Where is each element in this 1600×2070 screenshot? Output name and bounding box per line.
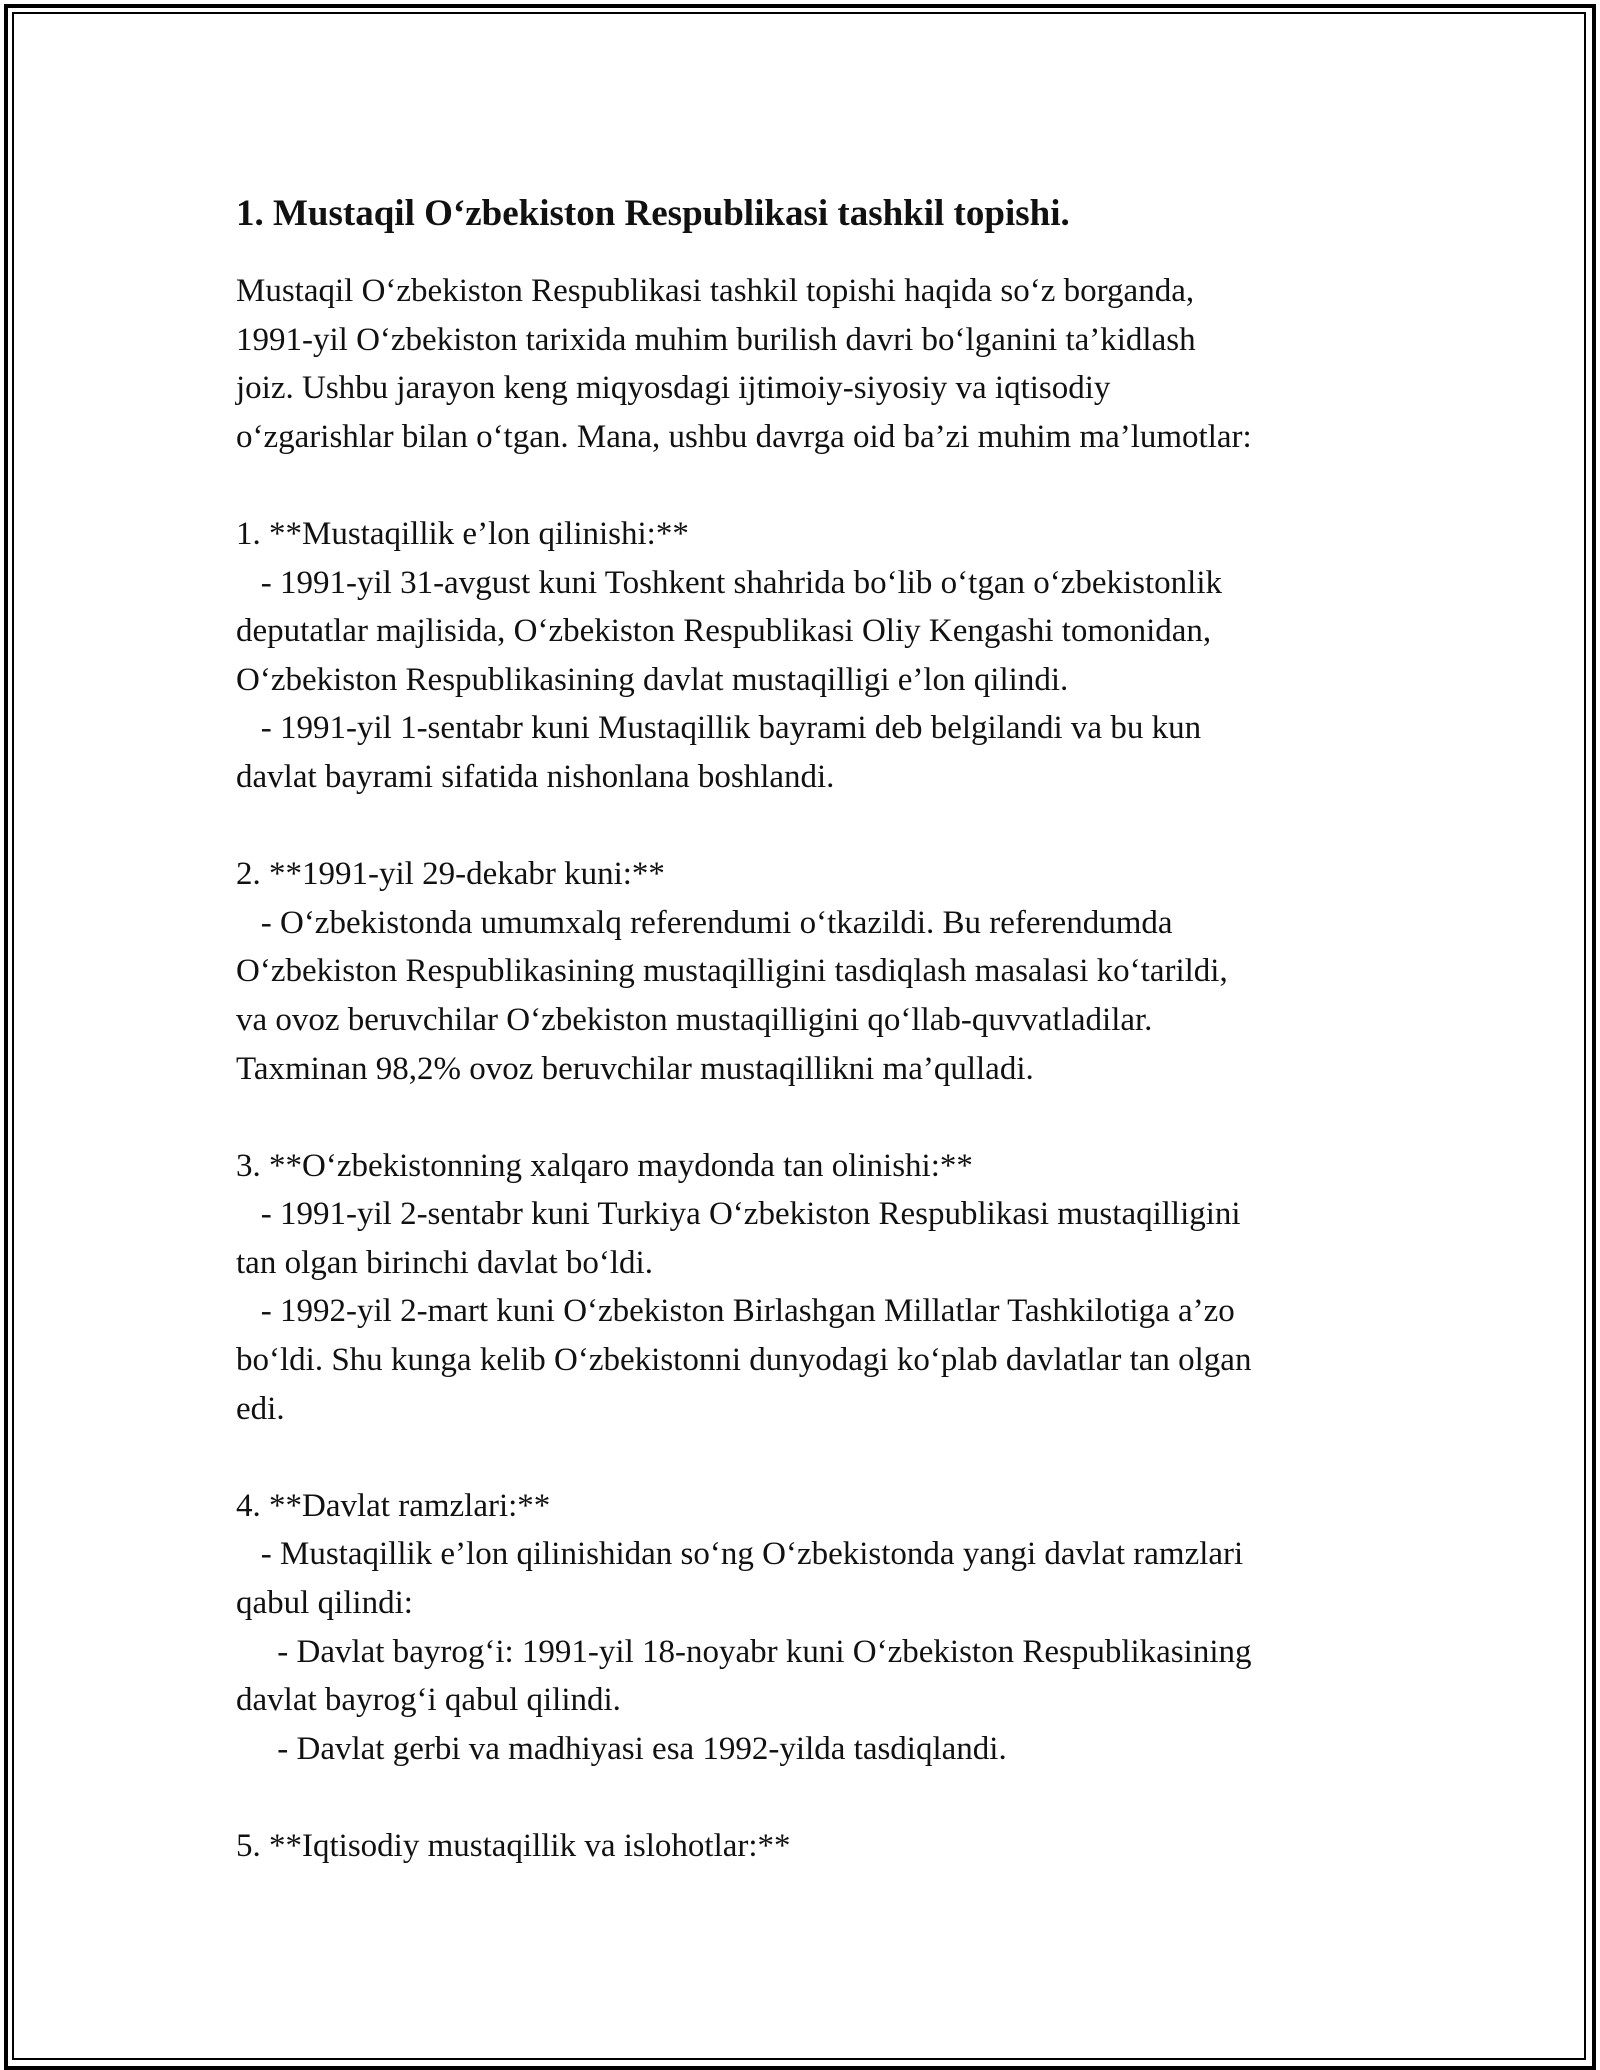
- text-line: - 1992-yil 2-mart kuni O‘zbekiston Birlashgan Millatlar Tashkilotiga a’zo: [236, 1293, 1235, 1330]
- text-line: 1. **Mustaqillik e’lon qilinishi:**: [236, 515, 689, 552]
- text-line: 4. **Davlat ramzlari:**: [236, 1487, 551, 1524]
- text-line: edi.: [236, 1390, 285, 1427]
- blank-line: [236, 1773, 1386, 1822]
- text-line: O‘zbekiston Respublikasining davlat mustaqilligi e’lon qilindi.: [236, 661, 1069, 698]
- text-line: davlat bayrog‘i qabul qilindi.: [236, 1682, 621, 1719]
- blank-line: [236, 1433, 1386, 1482]
- text-line: - Davlat gerbi va madhiyasi esa 1992-yilda tasdiqlandi.: [236, 1730, 1007, 1767]
- blank-line: [236, 461, 1386, 510]
- document-title: 1. Mustaqil O‘zbekiston Respublikasi tashkil topishi.: [236, 193, 1070, 234]
- text-line: 3. **O‘zbekistonning xalqaro maydonda tan olinishi:**: [236, 1147, 973, 1184]
- text-line: Taxminan 98,2% ovoz beruvchilar mustaqillikni ma’qulladi.: [236, 1050, 1034, 1087]
- blank-line: [236, 802, 1386, 851]
- text-line: - 1991-yil 31-avgust kuni Toshkent shahrida bo‘lib o‘tgan o‘zbekistonlik: [236, 564, 1223, 601]
- text-line: qabul qilindi:: [236, 1585, 413, 1622]
- document-text: [236, 267, 1386, 1871]
- text-line: 5. **Iqtisodiy mustaqillik va islohotlar:**: [236, 1828, 791, 1864]
- text-line: tan olgan birinchi davlat bo‘ldi.: [236, 1244, 653, 1281]
- text-line: O‘zbekiston Respublikasining mustaqilligini tasdiqlash masalasi ko‘tarildi,: [236, 953, 1228, 990]
- text-line: va ovoz beruvchilar O‘zbekiston mustaqilligini qo‘llab-quvvatladilar.: [236, 1001, 1153, 1038]
- text-line: - 1991-yil 1-sentabr kuni Mustaqillik bayrami deb belgilandi va bu kun: [236, 710, 1202, 747]
- text-line: - 1991-yil 2-sentabr kuni Turkiya O‘zbekiston Respublikasi mustaqilligini: [236, 1196, 1241, 1233]
- text-line: 2. **1991-yil 29-dekabr kuni:**: [236, 856, 665, 893]
- text-line: - Mustaqillik e’lon qilinishidan so‘ng O‘zbekistonda yangi davlat ramzlari: [236, 1536, 1244, 1573]
- text-line: Mustaqil O‘zbekiston Respublikasi tashkil topishi haqida so‘z borganda,: [236, 273, 1195, 309]
- document-body: [236, 186, 1386, 1871]
- text-line: o‘zgarishlar bilan o‘tgan. Mana, ushbu davrga oid ba’zi muhim ma’lumotlar:: [236, 418, 1252, 455]
- blank-line: [236, 1093, 1386, 1142]
- text-line: deputatlar majlisida, O‘zbekiston Respublikasi Oliy Kengashi tomonidan,: [236, 613, 1212, 650]
- text-line: 1991-yil O‘zbekiston tarixida muhim burilish davri bo‘lganini ta’kidlash: [236, 321, 1196, 358]
- text-line: - O‘zbekistonda umumxalq referendumi o‘tkazildi. Bu referendumda: [236, 904, 1173, 941]
- text-line: davlat bayrami sifatida nishonlana boshlandi.: [236, 758, 835, 795]
- text-line: bo‘ldi. Shu kunga kelib O‘zbekistonni dunyodagi ko‘plab davlatlar tan olgan: [236, 1342, 1252, 1379]
- text-line: joiz. Ushbu jarayon keng miqyosdagi ijtimoiy-siyosiy va iqtisodiy: [236, 370, 1111, 407]
- text-line: - Davlat bayrog‘i: 1991-yil 18-noyabr kuni O‘zbekiston Respublikasining: [236, 1633, 1252, 1670]
